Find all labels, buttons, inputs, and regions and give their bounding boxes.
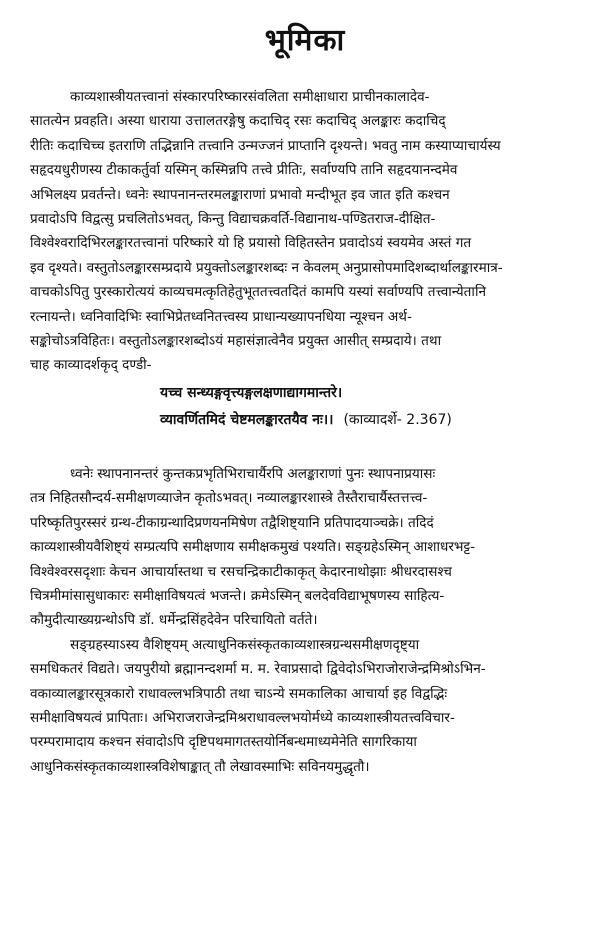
text-line: विश्वेश्वरादिभिरलङ्कारतत्त्वानां परिष्कारे यो हि प्रयासो विहितस्तेन प्रवादोऽयं स्वयमेव अस्तं गत — [30, 235, 472, 252]
verse-source: (काव्यादर्शे- 2.367) — [343, 411, 452, 428]
text-line: समधिकतरं विद्यते। जयपुरीयो ब्रह्मानन्दशर्मा म. म. रेवाप्रसादो द्विवेदोऽभिराजोराजेन्द्रमिश्रोऽभिन- — [30, 661, 486, 678]
verse-line-2-text: व्यावर्णितमिदं चेष्टमलङ्कारतयैव नः।। — [160, 411, 334, 428]
text-line: काव्यशास्त्रीयवैशिष्ट्यं सम्प्रत्यपि समीक्षणाय समीक्षकमुखं पश्यति। सङ्ग्रहेऽस्मिन् आशाधरभट्ट- — [30, 539, 476, 556]
text-line: चित्रमीमांसासुधाकारः समीक्षाविषयत्वं भजन्ते। क्रमेऽस्मिन् बलदेवविद्याभूषणस्य साहित्य- — [30, 587, 445, 604]
text-line: तत्र निहितसौन्दर्य-समीक्षणव्याजेन कृतोऽभवत्। नव्यालङ्कारशास्त्रे तैस्तैराचार्यैस्तत्तत्त्व- — [30, 490, 428, 507]
text-line: कौमुदीत्याख्यग्रन्थोऽपि डॉ. धर्मेन्द्रसिंहदेवेन परिचायितो वर्तते। — [30, 612, 318, 629]
paragraph-2 — [30, 462, 580, 633]
text-line: चाह काव्यादर्शकृद् दण्डी- — [30, 357, 152, 374]
text-line: विश्वेश्वरसदृशाः केचन आचार्यास्तथा च रसचन्द्रिकाटीकाकृत् केदारनाथोझाः श्रीधरदासश्च — [30, 563, 452, 580]
text-line: रत्नायन्ते। ध्वनिवादिभिः स्वाभिप्रेतध्वनितत्त्वस्य प्राधान्यख्यापनधिया न्यूश्चन अर्थ- — [30, 308, 412, 325]
text-line: परिष्कृतिपुरस्सरं ग्रन्थ-टीकाग्रन्थादिप्रणयनमिषेण तद्वैशिष्ट्यानि प्रतिपादयाञ्चक्रे। तदिदं — [30, 514, 434, 531]
text-line: सहृदयधुरीणस्य टीकाकर्तुर्वा यस्मिन् कस्मिन्नपि तत्त्वे प्रीतिः, सर्वाण्यपि तानि सहृदयानन्दमेव — [30, 162, 458, 179]
text-line: सङ्ग्रहस्याऽस्य वैशिष्ट्यम् अत्याधुनिकसंस्कृतकाव्यशास्त्रग्रन्थसमीक्षणदृष्ट्या — [70, 636, 420, 653]
paragraph-3 — [30, 633, 580, 779]
text-line: वकाव्यालङ्कारसूत्रकारो राधावल्लभत्रिपाठी तथा चाऽन्ये समकालिका आचार्या इह विद्वद्भिः — [30, 685, 448, 702]
text-line: सातत्येन प्रवहति। अस्या धाराया उत्तालतरङ्गेषु कदाचिद् रसः कदाचिद् अलङ्कारः कदाचिद् — [30, 113, 446, 130]
verse-line-1: यच्च सन्ध्यङ्गवृत्त्यङ्गलक्षणाद्यागमान्तरे। — [160, 384, 343, 401]
text-line: काव्यशास्त्रीयतत्त्वानां संस्कारपरिष्कारसंवलिता समीक्षाधारा प्राचीनकालादेव- — [70, 89, 430, 105]
text-line: इव दृश्यते। वस्तुतोऽलङ्कारसम्प्रदाये प्रयुक्तोऽलङ्कारशब्दः न केवलम् अनुप्रासोपमादिशब्दार्थालङ्कारमात्र- — [30, 259, 503, 276]
text-line: ध्वनेः स्थापनानन्तरं कुन्तकप्रभृतिभिराचार्यैरपि अलङ्काराणां पुनः स्थापनाप्रयासः — [70, 465, 436, 482]
text-line: रीतिः कदाचिच्च इतराणि तद्भिन्नानि तत्त्वानि उन्मज्जनं प्राप्तानि दृश्यन्ते। भवतु नाम कस्याप्याचार्यस्य — [30, 137, 501, 154]
text-line: प्रवादोऽपि विद्वत्सु प्रचलितोऽभवत्, किन्तु विद्याचक्रवर्ति-विद्यानाथ-पण्डितराज-दीक्षित- — [30, 211, 436, 228]
text-line: अभिलक्ष्य प्रवर्तन्ते। ध्वनेः स्थापनानन्तरमलङ्काराणां प्रभावो मन्दीभूत इव जात इति कश्चन — [30, 186, 450, 203]
text-line: सङ्कोचोऽत्रविहितः। वस्तुतोऽलङ्कारशब्दोऽयं महासंज्ञात्वेनैव प्रयुक्त आसीत् सम्प्रदाये। तथा — [30, 333, 442, 350]
verse-line-2 — [160, 407, 580, 434]
quoted-verse — [160, 380, 580, 434]
paragraph-1 — [30, 85, 580, 378]
text-line: परम्परामादाय कश्चन संवादोऽपि दृष्टिपथमागतस्तयोर्निबन्धमाध्यमेनेति सागरिकाया — [30, 734, 417, 751]
text-line: आधुनिकसंस्कृतकाव्यशास्त्रविशेषाङ्कात् तौ लेखावस्माभिः सविनयमुद्धृतौ। — [30, 758, 370, 775]
page-title: भूमिका — [264, 23, 346, 58]
text-line: वाचकोऽपितु पुरस्कारोत्ययं काव्यचमत्कृतिहेतुभूततत्त्वतदितं कामपि यस्यां सर्वाण्यपि तत्त्वान्येतानि — [30, 284, 487, 301]
document-page — [0, 18, 600, 927]
text-line: समीक्षाविषयत्वं प्रापिताः। अभिराजराजेन्द्रमिश्रराधावल्लभयोर्मध्ये काव्यशास्त्रीयतत्त्वविचार- — [30, 709, 455, 726]
